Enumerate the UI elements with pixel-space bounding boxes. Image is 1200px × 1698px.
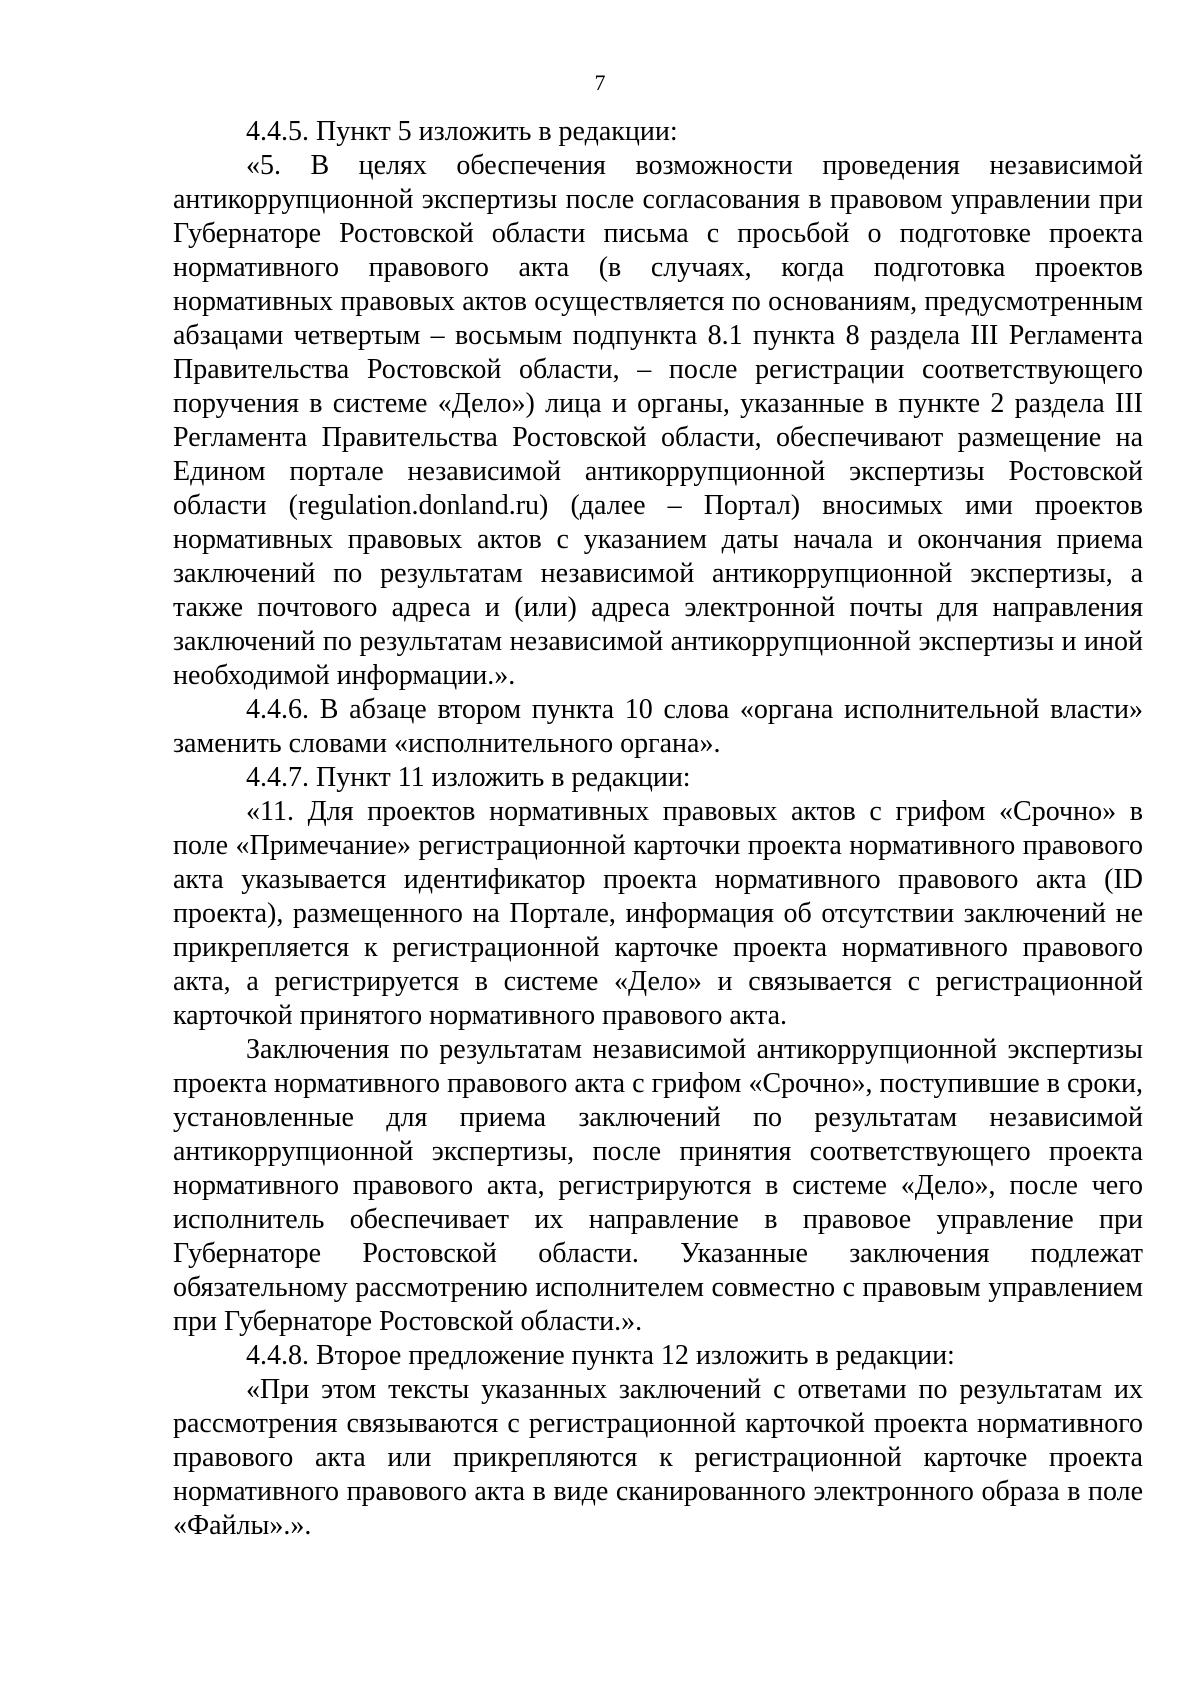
paragraph-4-4-7: 4.4.7. Пункт 11 изложить в редакции: bbox=[246, 762, 691, 793]
paragraph-item-5-text: «5. В целях обеспечения возможности проведения независимой антикоррупционной экспертизы после согласования в правовом управлении при Губернаторе Ростовской области письма с просьбой о подготовке проекта нормативного правового акта (в случаях, когда подготовка проектов нормативных правовых актов осуществляется по основаниям, предусмотренным абзацами четвертым – восьмым подпункта 8.1 пункта 8 раздела III Регламента Правительства Ростовской области, – после регистрации соответствующего поручения в системе «Дело») лица и органы, указанные в пункте 2 раздела III Регламента Правительства Ростовской области, обеспечивают размещение на Едином портале независимой антикоррупционной экспертизы Ростовской области (regulation.donland.ru) (далее – Портал) вносимых ими проектов нормативных правовых актов с указанием даты начала и окончания приема заключений по результатам независимой антикоррупционной экспертизы, а также почтового адреса и (или) адреса электронной почты для направления заключений по результатам независимой антикоррупционной экспертизы и иной необходимой информации.». bbox=[173, 150, 1143, 691]
paragraph-4-4-6: 4.4.6. В абзаце втором пункта 10 слова «органа исполнительной власти» заменить словами «исполнительного органа». bbox=[173, 694, 1143, 759]
paragraph-conclusions: Заключения по результатам независимой антикоррупционной экспертизы проекта нормативного правового акта с грифом «Срочно», поступившие в сроки, установленные для приема заключений по результатам независимой антикоррупционной экспертизы, после принятия соответствующего проекта нормативного правового акта, регистрируются в системе «Дело», после чего исполнитель обеспечивает их направление в правовое управление при Губернаторе Ростовской области. Указанные заключения подлежат обязательному рассмотрению исполнителем совместно с правовым управлением при Губернаторе Ростовской области.». bbox=[173, 1034, 1143, 1337]
paragraph-item-11-text: «11. Для проектов нормативных правовых актов с грифом «Срочно» в поле «Примечание» регистрационной карточки проекта нормативного правового акта указывается идентификатор проекта нормативного правового акта (ID проекта), размещенного на Портале, информация об отсутствии заключений не прикрепляется к регистрационной карточке проекта нормативного правового акта, а регистрируется в системе «Дело» и связывается с регистрационной карточкой принятого нормативного правового акта. bbox=[173, 796, 1143, 1031]
paragraph-4-4-5: 4.4.5. Пункт 5 изложить в редакции: bbox=[246, 116, 678, 147]
document-body bbox=[173, 115, 1143, 1543]
paragraph-item-12-text: «При этом тексты указанных заключений с ответами по результатам их рассмотрения связываются с регистрационной карточкой проекта нормативного правового акта или прикрепляются к регистрационной карточке проекта нормативного правового акта в виде сканированного электронного образа в поле «Файлы».». bbox=[173, 1374, 1143, 1541]
paragraph-4-4-8: 4.4.8. Второе предложение пункта 12 изложить в редакции: bbox=[246, 1340, 955, 1371]
page-number: 7 bbox=[594, 70, 606, 95]
